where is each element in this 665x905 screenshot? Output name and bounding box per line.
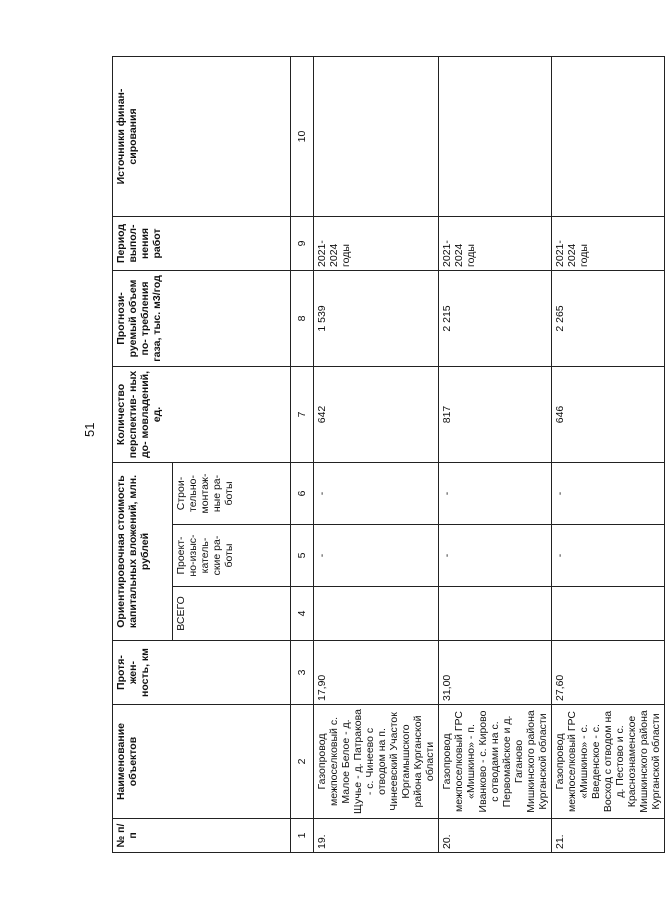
row-length: 31,00 bbox=[439, 641, 552, 705]
row-length: 27,60 bbox=[552, 641, 665, 705]
column-number: 6 bbox=[291, 462, 314, 524]
column-number: 2 bbox=[291, 705, 314, 819]
column-number-row bbox=[291, 56, 314, 852]
column-number: 10 bbox=[291, 56, 314, 216]
row-name: Газопровод межпоселковый с. Малое Белое - д. Щучье - д. Патракова - с. Чинеево с отводом на п. Чинеевский Участок Юргамышского района Курганской области bbox=[314, 705, 439, 819]
column-number: 5 bbox=[291, 525, 314, 587]
row-name: Газопровод межпоселковый ГРС «Мишкино» - п. Иванково - с. Кирово с отводами на с. Первомайское и д. Гаганово Мишкинского района Курганской области bbox=[439, 705, 552, 819]
column-number: 4 bbox=[291, 587, 314, 641]
header-households: Количество перспектив- ных до- мовладений, ед. bbox=[113, 366, 291, 462]
rotated-table-container bbox=[112, 57, 662, 853]
header-cost-group: Ориентировочная стоимость капитальных вложений, млн. рублей bbox=[113, 462, 173, 640]
row-design: - bbox=[552, 525, 665, 587]
row-total bbox=[552, 587, 665, 641]
row-gas: 2 215 bbox=[439, 270, 552, 366]
row-num: 21. bbox=[552, 819, 665, 853]
page-number: 51 bbox=[82, 422, 97, 437]
header-total: ВСЕГО bbox=[173, 587, 291, 641]
column-number: 3 bbox=[291, 641, 314, 705]
row-source bbox=[314, 56, 439, 216]
column-number: 8 bbox=[291, 270, 314, 366]
row-name: Газопровод межпоселковый ГРС «Мишкино» - с. Введенское - с. Восход с отводом на д. Пестово и с. Краснознаменское Мишкинского района Курганской области bbox=[552, 705, 665, 819]
row-period: 2021- 2024 годы bbox=[439, 216, 552, 270]
column-number: 1 bbox=[291, 819, 314, 853]
row-construction: - bbox=[314, 462, 439, 524]
row-households: 646 bbox=[552, 366, 665, 462]
gas-pipeline-table bbox=[112, 56, 665, 853]
table-row bbox=[552, 56, 665, 852]
table-row bbox=[314, 56, 439, 852]
header-period: Период выпол- нения работ bbox=[113, 216, 291, 270]
row-households: 817 bbox=[439, 366, 552, 462]
row-design: - bbox=[314, 525, 439, 587]
row-period: 2021- 2024 годы bbox=[552, 216, 665, 270]
row-households: 642 bbox=[314, 366, 439, 462]
column-number: 9 bbox=[291, 216, 314, 270]
header-design: Проект- но-изыс- катель- ские ра- боты bbox=[173, 525, 291, 587]
row-num: 19. bbox=[314, 819, 439, 853]
row-design: - bbox=[439, 525, 552, 587]
header-construction: Строи- тельно- монтаж- ные ра- боты bbox=[173, 462, 291, 524]
column-number: 7 bbox=[291, 366, 314, 462]
header-source: Источники финан- сирования bbox=[113, 56, 291, 216]
header-num: № п/п bbox=[113, 819, 291, 853]
row-construction: - bbox=[439, 462, 552, 524]
table-row bbox=[439, 56, 552, 852]
row-gas: 1 539 bbox=[314, 270, 439, 366]
row-length: 17,90 bbox=[314, 641, 439, 705]
row-source bbox=[439, 56, 552, 216]
header-length: Протя- жен- ность, км bbox=[113, 641, 291, 705]
row-num: 20. bbox=[439, 819, 552, 853]
row-construction: - bbox=[552, 462, 665, 524]
row-source bbox=[552, 56, 665, 216]
row-period: 2021- 2024 годы bbox=[314, 216, 439, 270]
header-gas: Прогнози- руемый объем по- требления газа, тыс. м3/год bbox=[113, 270, 291, 366]
row-total bbox=[314, 587, 439, 641]
header-name: Наименование объектов bbox=[113, 705, 291, 819]
row-gas: 2 265 bbox=[552, 270, 665, 366]
row-total bbox=[439, 587, 552, 641]
